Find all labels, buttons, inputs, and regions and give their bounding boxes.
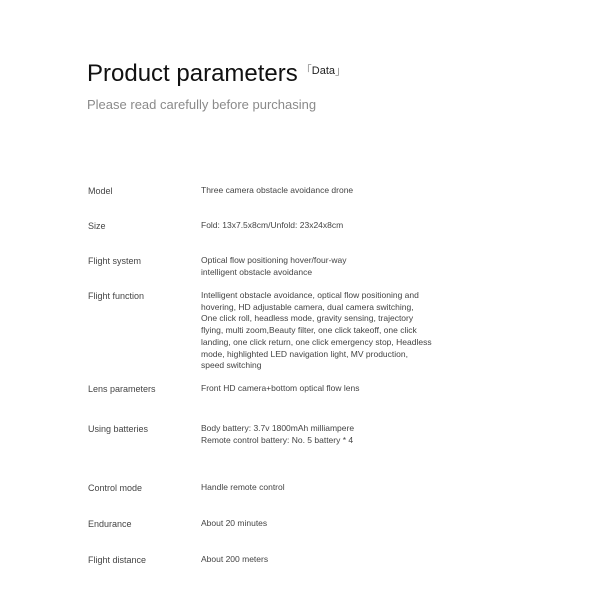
param-value-line: mode, highlighted LED navigation light, MV production, bbox=[201, 348, 408, 359]
param-label: Size bbox=[88, 221, 106, 231]
param-value bbox=[201, 518, 451, 530]
param-value-line: speed switching bbox=[201, 360, 262, 371]
param-value-line: Remote control battery: No. 5 battery * 4 bbox=[201, 434, 354, 445]
title-text: Product parameters bbox=[87, 60, 298, 87]
param-value-line: Fold: 13x7.5x8cm/Unfold: 23x24x8cm bbox=[201, 220, 344, 230]
param-value-line: hovering, HD adjustable camera, dual camera switching, bbox=[201, 301, 414, 312]
param-value-line: landing, one click return, one click emergency stop, Headless bbox=[201, 336, 432, 347]
param-value-line: Body battery: 3.7v 1800mAh milliampere bbox=[201, 423, 355, 433]
param-value-line: Three camera obstacle avoidance drone bbox=[201, 185, 354, 195]
param-value bbox=[201, 383, 451, 395]
param-value bbox=[201, 255, 451, 278]
param-value-line: One click roll, headless mode, gravity sensing, trajectory bbox=[201, 313, 414, 324]
param-value-line: Intelligent obstacle avoidance, optical flow positioning and bbox=[201, 290, 419, 300]
param-value-line: flying, multi zoom,Beauty filter, one click takeoff, one click bbox=[201, 325, 417, 336]
param-label: Flight function bbox=[88, 291, 145, 301]
param-label: Control mode bbox=[88, 483, 143, 493]
param-value-line: About 20 minutes bbox=[201, 518, 268, 528]
param-value bbox=[201, 290, 451, 372]
param-value bbox=[201, 482, 451, 494]
param-value bbox=[201, 423, 451, 446]
param-value-line: intelligent obstacle avoidance bbox=[201, 266, 313, 277]
param-label: Endurance bbox=[88, 519, 132, 529]
param-value-line: Front HD camera+bottom optical flow lens bbox=[201, 383, 360, 393]
param-label: Using batteries bbox=[88, 424, 149, 434]
page-subtitle: Please read carefully before purchasing bbox=[87, 97, 317, 112]
param-label: Model bbox=[88, 186, 113, 196]
param-value-line: Optical flow positioning hover/four-way bbox=[201, 255, 347, 265]
param-value-line: Handle remote control bbox=[201, 482, 285, 492]
param-value bbox=[201, 220, 451, 232]
param-label: Lens parameters bbox=[88, 384, 156, 394]
param-label: Flight distance bbox=[88, 555, 147, 565]
page-title bbox=[87, 60, 346, 88]
title-tag: 「Data」 bbox=[300, 65, 347, 77]
param-value bbox=[201, 554, 451, 566]
param-label: Flight system bbox=[88, 256, 142, 266]
param-value bbox=[201, 185, 451, 197]
param-value-line: About 200 meters bbox=[201, 554, 269, 564]
